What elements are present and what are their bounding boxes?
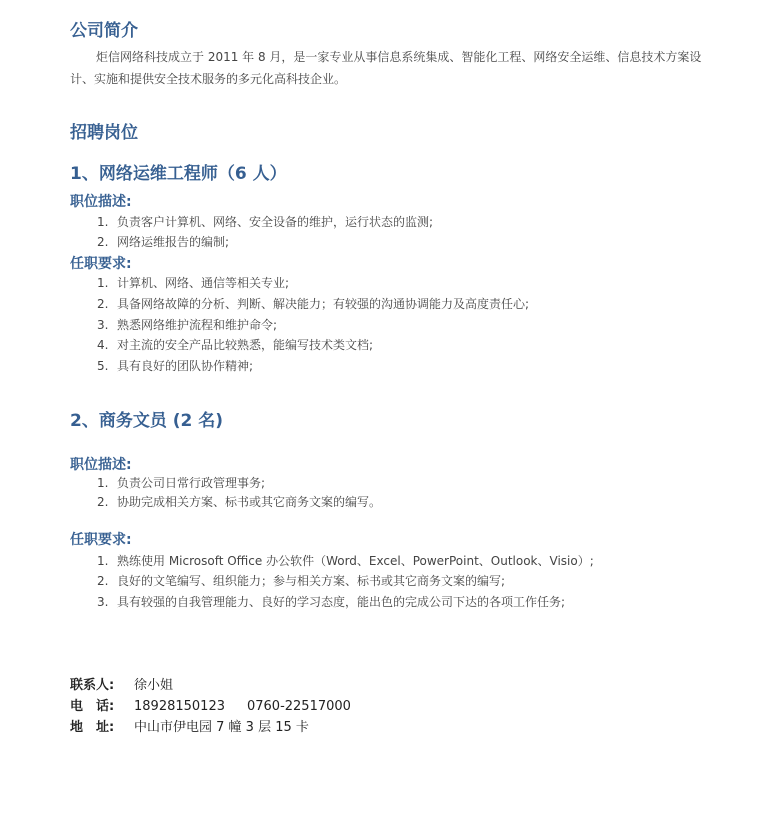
list-item — [97, 593, 565, 610]
list-item — [97, 336, 373, 353]
contact-address-value: 中山市伊电园 7 幢 3 层 15 卡 — [134, 720, 309, 735]
list-item — [97, 493, 381, 510]
contact-person-value: 徐小姐 — [134, 678, 174, 693]
list-item — [97, 552, 594, 569]
contact-landline-value: 0760-22517000 — [246, 699, 351, 714]
list-text: 良好的文笔编写、组织能力；参与相关方案、标书或其它商务文案的编写; — [117, 574, 506, 588]
job-1-title: 1、网络运维工程师（6 人） — [70, 164, 287, 184]
list-text: 具有良好的团队协作精神; — [117, 359, 254, 373]
list-number: 4. — [97, 338, 109, 352]
list-number: 2. — [97, 495, 109, 509]
list-text: 负责客户计算机、网络、安全设备的维护，运行状态的监测; — [117, 215, 434, 229]
contact-person-row — [70, 674, 173, 693]
list-item — [97, 572, 505, 589]
list-number: 1. — [97, 276, 109, 290]
contact-address-row — [70, 716, 309, 735]
list-number: 2. — [97, 574, 109, 588]
contact-person-label: 联系人: — [70, 678, 115, 693]
list-number: 2. — [97, 297, 109, 311]
list-text: 具备网络故障的分析、判断、解决能力；有较强的沟通协调能力及高度责任心; — [117, 297, 530, 311]
recruit-heading: 招聘岗位 — [70, 123, 138, 143]
list-text: 熟悉网络维护流程和维护命令; — [117, 318, 278, 332]
list-item — [97, 316, 277, 333]
list-text: 协助完成相关方案、标书或其它商务文案的编写。 — [117, 495, 382, 509]
list-number: 2. — [97, 235, 109, 249]
job-1-req-label: 任职要求: — [70, 256, 132, 272]
list-number: 1. — [97, 476, 109, 490]
list-text: 具有较强的自我管理能力、良好的学习态度，能出色的完成公司下达的各项工作任务; — [117, 595, 566, 609]
list-text: 计算机、网络、通信等相关专业; — [117, 276, 290, 290]
contact-address-label: 地 址: — [70, 720, 115, 735]
list-item — [97, 357, 253, 374]
list-text: 对主流的安全产品比较熟悉，能编写技术类文档; — [117, 338, 374, 352]
list-item — [97, 233, 229, 250]
list-item — [97, 295, 529, 312]
list-item — [97, 274, 289, 291]
list-number: 1. — [97, 554, 109, 568]
list-number: 3. — [97, 318, 109, 332]
contact-mobile-value: 18928150123 — [134, 699, 225, 714]
list-number: 1. — [97, 215, 109, 229]
list-item — [97, 213, 433, 230]
list-text: 负责公司日常行政管理事务; — [117, 476, 266, 490]
contact-phone-row — [70, 695, 351, 714]
job-2-desc-label: 职位描述: — [70, 457, 132, 473]
job-2-req-label: 任职要求: — [70, 532, 132, 548]
list-text: 网络运维报告的编制; — [117, 235, 230, 249]
job-1-desc-label: 职位描述: — [70, 194, 132, 210]
intro-paragraph: 炬信网络科技成立于 2011 年 8 月，是一家专业从事信息系统集成、智能化工程、网络安全运维、信息技术方案设计、实施和提供安全技术服务的多元化高科技企业。 — [70, 50, 702, 86]
list-number: 3. — [97, 595, 109, 609]
contact-phone-label: 电 话: — [70, 699, 115, 714]
list-item — [97, 474, 265, 491]
intro-heading: 公司简介 — [70, 21, 138, 41]
list-number: 5. — [97, 359, 109, 373]
job-2-title: 2、商务文员 (2 名) — [70, 411, 224, 431]
list-text: 熟练使用 Microsoft Office 办公软件（Word、Excel、PowerPoint、Outlook、Visio）; — [117, 554, 594, 568]
